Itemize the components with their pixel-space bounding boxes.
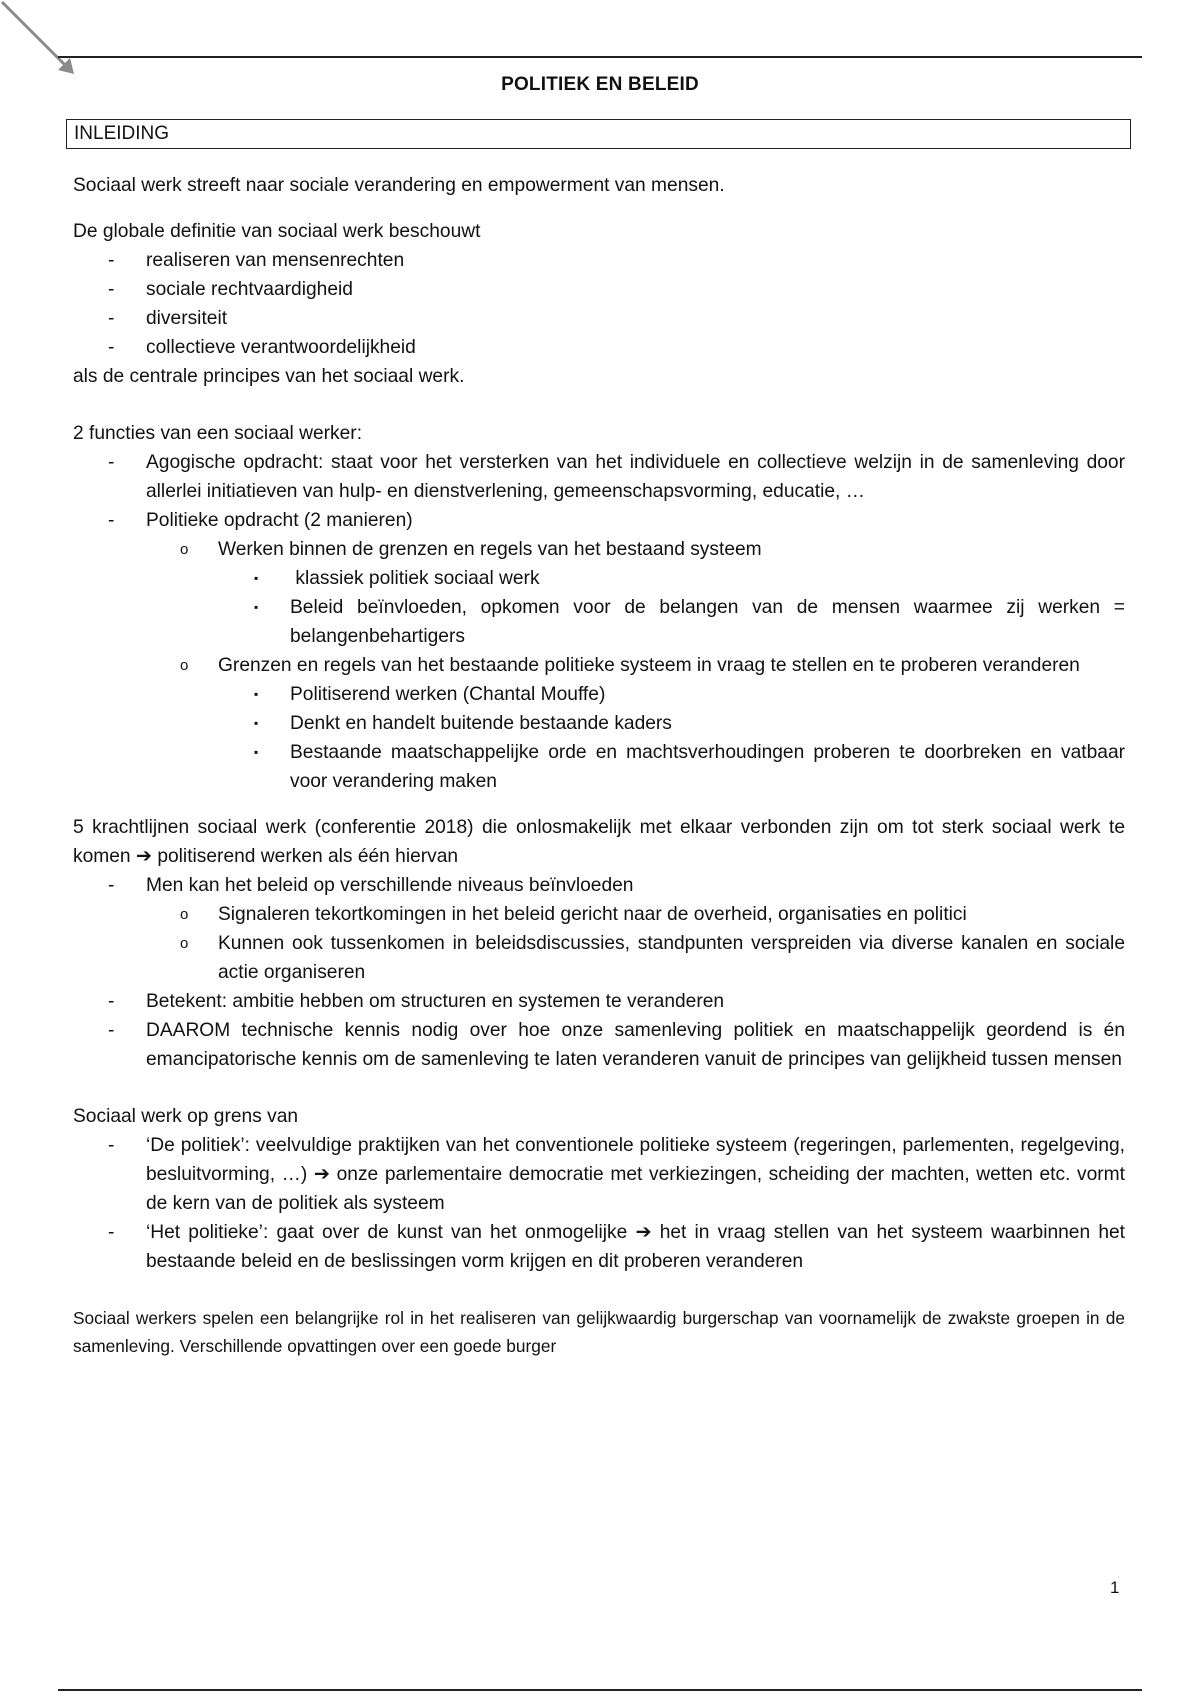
list-item: ▪ Bestaande maatschappelijke orde en machtsverhoudingen proberen te doorbreken en vatbaar voor verandering maken — [254, 742, 1125, 792]
within-sublist — [73, 564, 1125, 651]
paragraph-definition-outro: als de centrale principes van het sociaal werk. — [73, 366, 465, 387]
list-item: - realiseren van mensenrechten — [108, 250, 405, 271]
list-item: - Men kan het beleid op verschillende niveaus beïnvloeden o Signaleren tekortkomingen in het beleid gericht naar de overheid, organisaties en politici o Kunnen ook tussenkomen in beleidsdiscussies, standpunten verspreiden via diverse kanalen en sociale actie organiseren — [73, 871, 1125, 987]
document-title: POLITIEK EN BELEID — [501, 74, 699, 95]
question-sublist — [73, 680, 1125, 796]
list-item: - sociale rechtvaardigheid — [108, 279, 353, 300]
document-body — [73, 171, 1125, 1360]
list-item: - collectieve verantwoordelijkheid — [108, 337, 416, 358]
functions-list — [73, 448, 1125, 796]
paragraph-krachtlijnen: 5 krachtlijnen sociaal werk (conferentie 2018) die onlosmakelijk met elkaar verbonden zijn om tot sterk sociaal werk te komen ➔ politiserend werken als één hiervan — [73, 817, 1125, 867]
list-item: ▪ klassiek politiek sociaal werk — [254, 568, 540, 589]
list-item: ▪ Denkt en handelt buitende bestaande kaders — [254, 713, 672, 734]
paragraph-definition-intro: De globale definitie van sociaal werk beschouwt — [73, 221, 481, 242]
list-item: o Werken binnen de grenzen en regels van het bestaand systeem ▪ klassiek politiek sociaal werk ▪ Beleid beïnvloeden, opkomen voor de belangen van de mensen waarmee zij werken = belangenbehartigers — [73, 535, 1125, 651]
header-rule — [58, 56, 1142, 58]
list-item: - diversiteit — [108, 308, 228, 329]
list-item: - ‘Het politieke’: gaat over de kunst van het onmogelijke ➔ het in vraag stellen van het systeem waarbinnen het bestaande beleid en de beslissingen vorm krijgen en dit proberen veranderen — [108, 1222, 1125, 1272]
paragraph-border-intro: Sociaal werk op grens van — [73, 1106, 299, 1127]
political-sublist — [73, 535, 1125, 796]
krachtlijnen-list — [73, 871, 1125, 1074]
list-item: o Signaleren tekortkomingen in het beleid gericht naar de overheid, organisaties en politici — [180, 904, 967, 925]
section-heading: INLEIDING — [74, 123, 170, 144]
paragraph-functions-intro: 2 functies van een sociaal werker: — [73, 423, 363, 444]
list-item: o Grenzen en regels van het bestaande politieke systeem in vraag te stellen en te proberen veranderen ▪ Politiserend werken (Chantal Mouffe) ▪ Denkt en handelt buitende bestaande kaders ▪ Bestaande maatschappelijke orde en machtsverhoudingen proberen te doorbreken en vatbaar voor verandering maken — [73, 651, 1125, 796]
section-heading-box — [66, 119, 1131, 149]
list-item: ▪ Beleid beïnvloeden, opkomen voor de belangen van de mensen waarmee zij werken = belangenbehartigers — [254, 597, 1125, 647]
definition-list — [73, 246, 1125, 362]
list-item: - Betekent: ambitie hebben om structuren en systemen te veranderen — [108, 991, 725, 1012]
list-item: o Kunnen ook tussenkomen in beleidsdiscussies, standpunten verspreiden via diverse kanalen en sociale actie organiseren — [180, 933, 1125, 983]
list-item: - Politieke opdracht (2 manieren) o Werken binnen de grenzen en regels van het bestaand systeem ▪ klassiek politiek sociaal werk ▪ Beleid beïnvloeden, opkomen voor de belangen van de mensen waarmee zij werken = belangenbehartigers o Grenzen en regels van het bestaande politieke systeem in vraag te stellen en te proberen veranderen ▪ Politiserend werken (Chantal Mouffe) ▪ Denkt en handelt buitende bestaande kaders ▪ Bestaande maatschappelijke orde en machtsverhoudingen proberen te doorbreken en vatbaar voor verandering maken — [73, 506, 1125, 796]
list-item: ▪ Politiserend werken (Chantal Mouffe) — [254, 684, 606, 705]
paragraph-intro: Sociaal werk streeft naar sociale verandering en empowerment van mensen. — [73, 175, 725, 196]
paragraph-closing: Sociaal werkers spelen een belangrijke rol in het realiseren van gelijkwaardig burgerschap van voornamelijk de zwakste groepen in de samenleving. Verschillende opvattingen over een goede burger — [73, 1308, 1125, 1356]
footer-rule — [58, 1689, 1142, 1691]
list-item: - DAAROM technische kennis nodig over hoe onze samenleving politiek en maatschappelijk geordend is én emancipatorische kennis om de samenleving te laten veranderen vanuit de principes van gelijkheid tussen mensen — [108, 1020, 1125, 1070]
page-number: 1 — [1110, 1578, 1120, 1597]
corner-arrow-icon — [0, 0, 80, 80]
list-item: - ‘De politiek’: veelvuldige praktijken van het conventionele politieke systeem (regeringen, parlementen, regelgeving, besluitvorming, …) ➔ onze parlementaire democratie met verkiezingen, scheiding der machten, wetten etc. vormt de kern van de politiek als systeem — [108, 1135, 1125, 1214]
list-item: - Agogische opdracht: staat voor het versterken van het individuele en collectieve welzijn in de samenleving door allerlei initiatieven van hulp- en dienstverlening, gemeenschapsvorming, educatie, … — [108, 452, 1125, 502]
influence-sublist — [73, 900, 1125, 987]
border-list — [73, 1131, 1125, 1276]
